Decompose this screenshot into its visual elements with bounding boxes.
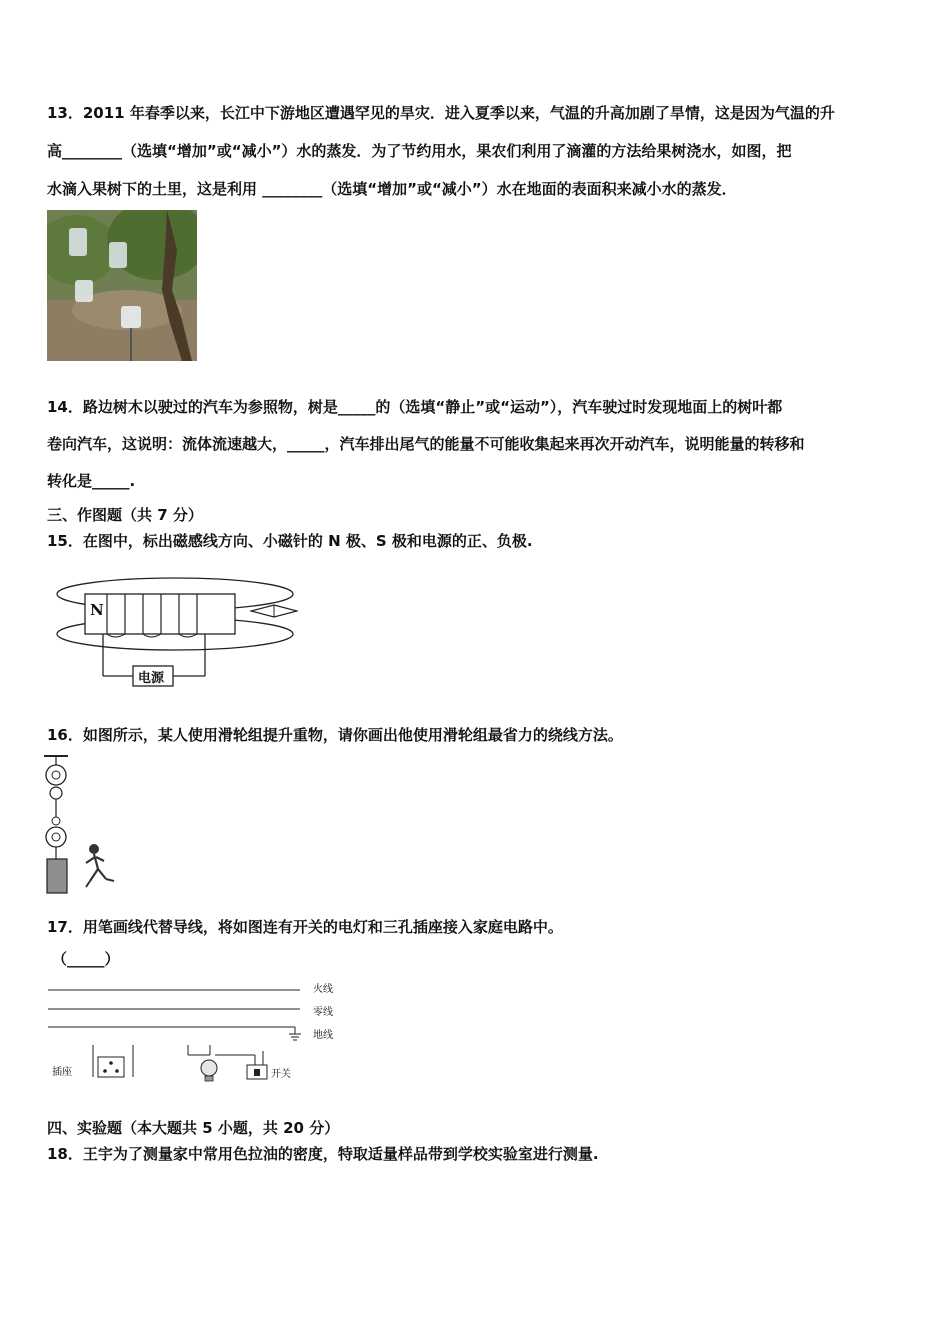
pole-label: N bbox=[90, 601, 104, 619]
q17-blank: （_____） bbox=[52, 950, 120, 968]
q13-line-3: 水滴入果树下的土里，这是利用 ________（选填“增加”或“减小”）水在地面的表面积来减小水的蒸发． bbox=[47, 180, 737, 198]
household-circuit-diagram bbox=[45, 975, 335, 1094]
q14-line-3: 转化是_____. bbox=[47, 472, 136, 490]
drip-irrigation-photo bbox=[47, 210, 197, 365]
q14-line-2: 卷向汽车，这说明：流体流速越大，_____，汽车排出尾气的能量不可能收集起来再次开动汽车，说明能量的转移和 bbox=[47, 435, 805, 453]
q13-line-1: 13．2011 年春季以来，长江中下游地区遭遇罕见的旱灾．进入夏季以来，气温的升高加剧了旱情，这是因为气温的升 bbox=[47, 104, 835, 122]
solenoid-diagram bbox=[55, 572, 305, 696]
q13-line-2: 高________（选填“增加”或“减小”）水的蒸发．为了节约用水，果农们利用了滴灌的方法给果树浇水，如图，把 bbox=[47, 142, 792, 160]
power-source-label: 电源 bbox=[138, 671, 165, 686]
pulley-diagram bbox=[42, 753, 142, 902]
compass-needle bbox=[250, 603, 298, 622]
ground-wire-label: 地线 bbox=[313, 1030, 333, 1041]
q17-text: 17．用笔画线代替导线，将如图连有开关的电灯和三孔插座接入家庭电路中。 bbox=[47, 918, 563, 936]
neutral-wire-label: 零线 bbox=[313, 1007, 333, 1018]
live-wire-label: 火线 bbox=[313, 984, 333, 995]
q14-line-1: 14．路边树木以驶过的汽车为参照物，树是_____的（选填“静止”或“运动”），汽车驶过时发现地面上的树叶都 bbox=[47, 398, 783, 416]
section-4-heading: 四、实验题（本大题共 5 小题，共 20 分） bbox=[47, 1119, 340, 1137]
q18-text: 18．王宇为了测量家中常用色拉油的密度，特取适量样品带到学校实验室进行测量. bbox=[47, 1145, 599, 1163]
switch-label: 开关 bbox=[271, 1069, 291, 1080]
q16-text: 16．如图所示，某人使用滑轮组提升重物，请你画出他使用滑轮组最省力的绕线方法。 bbox=[47, 726, 623, 744]
socket-label: 插座 bbox=[52, 1067, 72, 1078]
q15-text: 15．在图中，标出磁感线方向、小磁针的 N 极、S 极和电源的正、负极. bbox=[47, 532, 533, 550]
section-3-heading: 三、作图题（共 7 分） bbox=[47, 506, 203, 524]
